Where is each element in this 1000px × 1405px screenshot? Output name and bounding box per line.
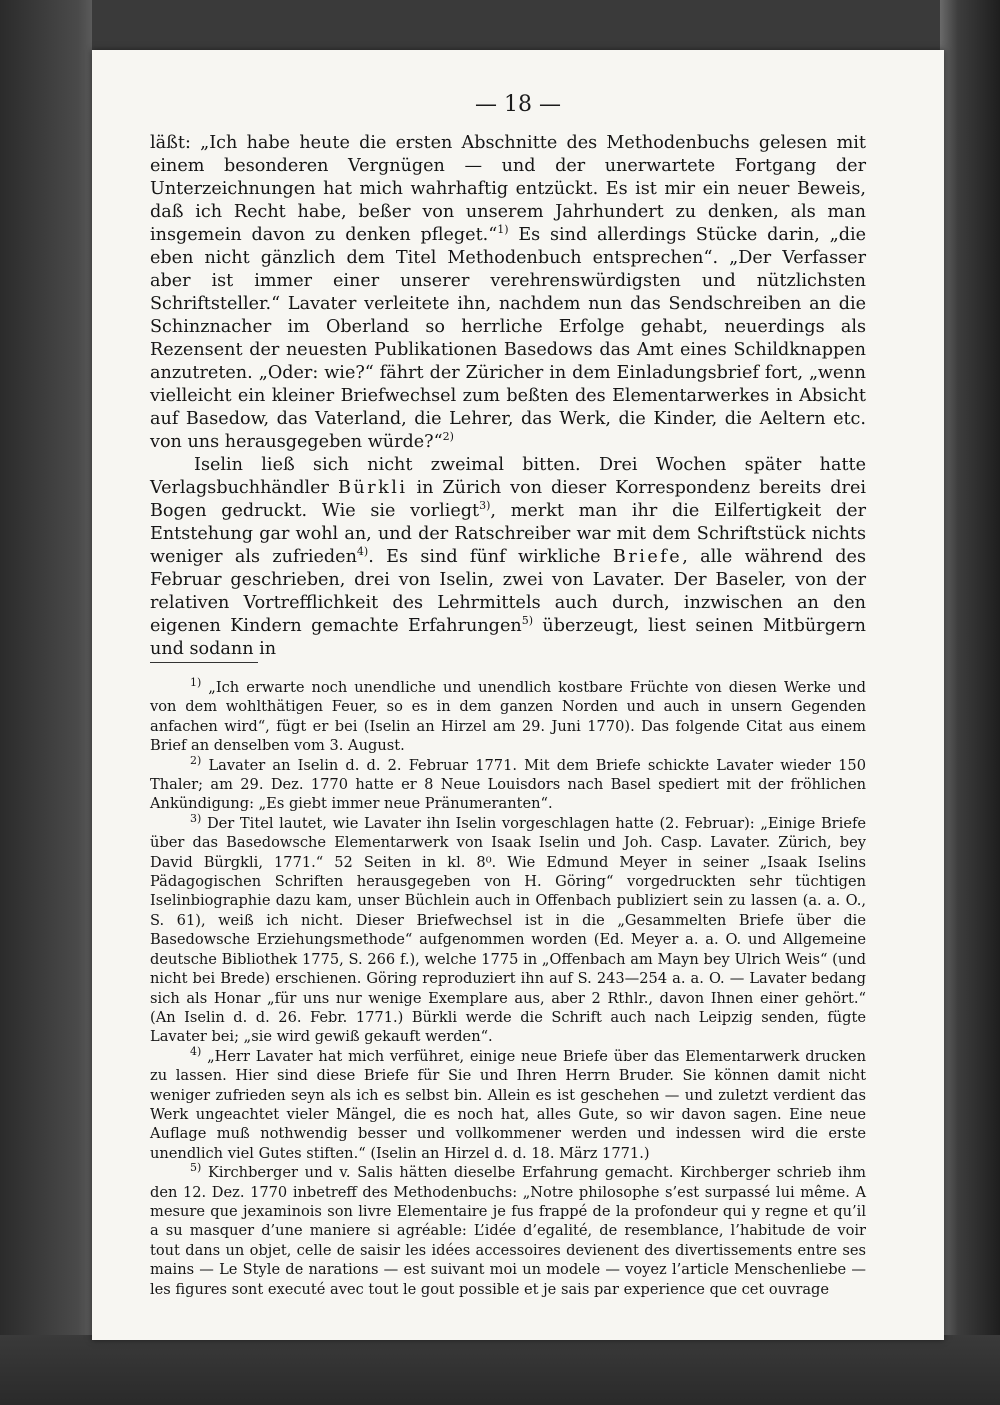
footnote-text: „Ich erwarte noch unendliche und unendlich kostbare Früchte von diesen Werke und von dem wohlthätigen Feuer, so es in dem ganzen Norden und auch in unsern Gegenden anfachen wird“, fügt er bei (Iselin an Hirzel am 29. Juni 1770). Das folgende Citat aus einem Brief an denselben vom 3. August. [150,679,866,755]
footnote-4 [150,1044,866,1163]
paragraph-2 [150,454,866,661]
footnote-ref-1: 1) [497,223,509,237]
scan-background-bottom [0,1335,1000,1405]
text-run: überzeugt, liest seinen Mitbürgern und sodann in [150,616,867,659]
page-number: — 18 — [475,92,561,117]
book-page [92,50,944,1340]
paragraph-1 [150,132,866,454]
footnote-mark: 2) [190,753,202,767]
footnote-ref-5: 5) [521,614,533,628]
footnote-3 [150,811,866,1047]
text-run: . Es sind fünf wirkliche [368,547,613,567]
footnote-text: Kirchberger und v. Salis hätten dieselbe Erfahrung gemacht. Kirchberger schrieb ihm den 12. Dez. 1770 inbetreff des Methodenbuchs: „Notre philosophe s’est surpassé lui même. A mesure que jexaminois son livre Elementaire je fus frappé de la profondeur qui y regne et qu’il a su masquer d’une maniere si agréable: L’idée d’egalité, de resemblance, l’habitude de voir tout dans un objet, celle de saisir les idées accessoires devienent des divertissements entre ses mains — Le Style de narations — est suivant moi un modele — voyez l’article Menschenliebe — les figures sont executé avec tout le gout possible et je sais par experience que cet ouvrage [150,1164,866,1298]
footnote-5 [150,1163,866,1299]
footnote-ref-3: 3) [479,499,491,513]
text-run: Iselin ließ sich nicht zweimal bitten. Drei Wochen später hatte Verlagsbuchhändler [150,455,866,498]
footnote-2 [150,753,866,814]
footnote-mark: 3) [190,811,202,825]
footnote-ref-4: 4) [356,545,369,559]
footnote-separator [150,662,258,663]
scan-background-right [940,0,1000,1405]
spaced-name-buerkli: Bürkli [337,478,408,498]
footnote-ref-2: 2) [442,430,454,444]
text-run: Es sind allerdings Stücke darin, „die eben nicht gänzlich dem Titel Methodenbuch entsprechen“. „Der Verfasser aber ist immer einer unserer verehrenswürdigsten und nützlichsten Schriftsteller.“ Lavater verleitete ihn, nachdem nun das Sendschreiben an die Schinznacher im Oberland so herrliche Erfolge gehabt, neuerdings als Rezensent der neuesten Publikationen Basedows das Amt eines Schildknappen anzutreten. „Oder: wie?“ fährt der Züricher in dem Einladungsbrief fort, „wenn vielleicht ein kleiner Briefwechsel zum beßten des Elementarwerkes in Absicht auf Basedow, das Vaterland, die Lehrer, das Werk, die Kinder, die Aeltern etc. von uns herausgegeben würde?“ [150,225,866,452]
spaced-word-briefe: Briefe [612,547,683,567]
text-run: , alle während des Februar geschrieben, drei von Iselin, zwei von Lavater. Der Baseler, von der relativen Vortrefflichkeit des Lehrmittels auch durch, inzwischen an den eigenen Kindern gemachte Erfahrungen [150,547,866,636]
footnote-text: „Herr Lavater hat mich verführet, einige neue Briefe über das Elementarwerk drucken zu lassen. Hier sind diese Briefe für Sie und Ihren Herrn Bruder. Sie können damit nicht weniger zufrieden seyn als ich es selbst bin. Allein es ist geschehen — und zuletzt verdient das Werk ungeachtet vieler Mängel, die es noch hat, alles Gute, so wir davon sagen. Eine neue Auflage muß nothwendig besser und vollkommener werden und indessen wird die erste unendlich viel Gutes stiften.“ (Iselin an Hirzel d. d. 18. März 1771.) [150,1047,866,1162]
text-run: , merkt man ihr die Eilfertigkeit der Entstehung gar wohl an, und der Ratschreiber war mit dem Schriftstück nichts weniger als zufrieden [150,501,866,567]
footnote-1 [150,678,866,756]
footnote-mark: 4) [190,1044,202,1058]
footnotes [150,678,866,1299]
footnote-text: Der Titel lautet, wie Lavater ihn Iselin vorgeschlagen hatte (2. Februar): „Einige Briefe über das Basedowsche Elementarwerk von Isaak Iselin und Joh. Casp. Lavater. Zürich, bey David Bürgkli, 1771.“ 52 Seiten in kl. 8⁰. Wie Edmund Meyer in seiner „Isaak Iselins Pädagogischen Schriften herausgegeben von H. Göring“ vorgedruckten sehr tüchtigen Iselinbiographie dazu kam, unser Büchlein auch in Offenbach publiziert sein zu lassen (a. a. O., S. 61), weiß ich nicht. Dieser Briefwechsel ist in die „Gesammelten Briefe über die Basedowsche Erziehungsmethode“ aufgenommen worden (Ed. Meyer a. a. O. und Allgemeine deutsche Bibliothek 1775, S. 266 f.), welche 1775 in „Offenbach am Mayn bey Ulrich Weis“ (und nicht bei Brede) erschienen. Göring reproduziert ihn auf S. 243—254 a. a. O. — Lavater bedang sich als Honar „für uns nur wenige Exemplare aus, aber 2 Rthlr., davon Ihnen einer gehört.“ (An Iselin d. d. 26. Febr. 1771.) Bürkli werde die Schrift auch nach Leipzig senden, fügte Lavater bei; „sie wird gewiß gekauft werden“. [150,814,866,1046]
scan-background-left [0,0,92,1405]
footnote-mark: 1) [190,676,202,690]
text-run: läßt: „Ich habe heute die ersten Abschnitte des Methodenbuchs gelesen mit einem besonderen Vergnügen — und der unerwartete Fortgang der Unterzeichnungen hat mich wahrhaftig entzückt. Es ist mir ein neuer Beweis, daß ich Recht habe, beßer von unserem Jahrhundert zu denken, als man insgemein davon zu denken pfleget.“ [150,133,866,245]
footnote-text: Lavater an Iselin d. d. 2. Februar 1771. Mit dem Briefe schickte Lavater wieder 150 Thaler; am 29. Dez. 1770 hatte er 8 Neue Louisdors nach Basel spediert mit der fröhlichen Ankündigung: „Es giebt immer neue Pränumeranten“. [150,756,866,813]
main-text [150,132,866,661]
text-run: in Zürich von dieser Korrespondenz bereits drei Bogen gedruckt. Wie sie vorliegt [150,478,866,521]
footnote-mark: 5) [190,1161,202,1175]
